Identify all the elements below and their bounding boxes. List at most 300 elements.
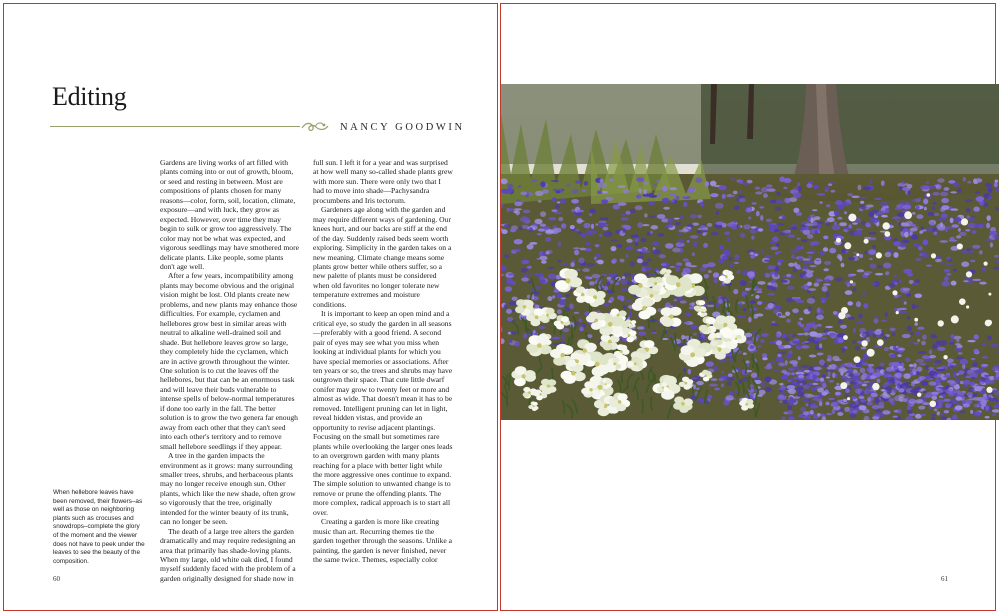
crocus-blossom [805, 225, 808, 231]
crocus-blossom [966, 208, 971, 212]
crocus-blossom [968, 398, 974, 400]
crocus-blossom [911, 234, 919, 240]
crocus-blossom [811, 405, 819, 408]
crocus-blossom [792, 227, 797, 230]
crocus-blossom [847, 193, 853, 196]
crocus-blossom [561, 223, 566, 228]
crocus-blossom [796, 212, 802, 216]
crocus-blossom [578, 258, 584, 264]
crocus-blossom [938, 217, 942, 220]
crocus-blossom [910, 398, 914, 402]
crocus-blossom [646, 272, 649, 276]
crocus-blossom [989, 398, 998, 401]
crocus-blossom [995, 207, 999, 211]
crocus-blossom [820, 297, 828, 300]
crocus-blossom [674, 218, 680, 220]
crocus-blossom [920, 414, 926, 416]
crocus-blossom [896, 220, 899, 222]
crocus-blossom [915, 258, 922, 261]
crocus-blossom [910, 332, 913, 334]
crocus-blossom [799, 258, 803, 261]
crocus-blossom [825, 402, 829, 406]
crocus-blossom [876, 379, 880, 384]
crocus-blossom [832, 409, 836, 414]
crocus-blossom [943, 393, 946, 398]
crocus-blossom [522, 225, 529, 229]
crocus-blossom [743, 182, 749, 185]
crocus-blossom [849, 382, 858, 385]
crocus-blossom [884, 386, 892, 391]
crocus-blossom [901, 182, 905, 185]
crocus-blossom [799, 318, 803, 321]
crocus-blossom [870, 218, 879, 223]
crocus-blossom [864, 237, 871, 239]
crocus-blossom [801, 345, 809, 349]
crocus-blossom [672, 248, 680, 253]
crocus-blossom [553, 343, 559, 346]
crocus-blossom [853, 230, 862, 235]
crocus-blossom [826, 204, 830, 207]
crocus-blossom [716, 211, 719, 215]
crocus-blossom [783, 187, 787, 189]
crocus-blossom [750, 256, 755, 259]
crocus-blossom [527, 244, 534, 249]
crocus-blossom [860, 201, 864, 204]
crocus-blossom [921, 381, 929, 386]
crocus-blossom [515, 341, 520, 347]
crocus-blossom [577, 210, 584, 213]
crocus-blossom [923, 199, 928, 205]
crocus-blossom [573, 247, 580, 249]
crocus-blossom [847, 301, 853, 305]
crocus-blossom [680, 300, 687, 303]
crocus-blossom [743, 352, 747, 355]
crocus-blossom [761, 249, 764, 254]
crocus-blossom [604, 217, 609, 220]
crocus-blossom [831, 364, 837, 370]
crocus-blossom [765, 387, 772, 393]
crocus-blossom [642, 262, 649, 266]
crocus-blossom [974, 334, 979, 339]
leaf-stroke [728, 298, 729, 312]
snowdrop-blossom [904, 211, 912, 219]
crocus-blossom [936, 367, 944, 369]
crocus-blossom [846, 362, 854, 367]
page-number-right: 61 [941, 575, 948, 583]
crocus-blossom [801, 239, 807, 242]
crocus-blossom [622, 214, 626, 216]
crocus-blossom [665, 243, 674, 249]
crocus-blossom [845, 250, 848, 253]
crocus-blossom [635, 242, 639, 246]
crocus-blossom [514, 249, 520, 252]
crocus-blossom [603, 286, 608, 290]
crocus-blossom [909, 364, 914, 367]
crocus-blossom [902, 382, 911, 384]
crocus-blossom [985, 238, 993, 242]
crocus-blossom [616, 244, 622, 248]
crocus-blossom [571, 199, 579, 204]
crocus-blossom [737, 315, 746, 318]
crocus-blossom [748, 317, 751, 323]
crocus-blossom [940, 416, 947, 419]
crocus-blossom [960, 359, 968, 365]
crocus-blossom [949, 342, 954, 345]
crocus-blossom [933, 374, 937, 378]
crocus-blossom [786, 274, 791, 277]
crocus-blossom [776, 200, 784, 203]
snowdrop-blossom [988, 293, 991, 296]
crocus-blossom [508, 273, 516, 276]
crocus-blossom [696, 230, 701, 233]
crocus-blossom [755, 187, 760, 190]
crocus-blossom [963, 177, 966, 181]
crocus-blossom [507, 184, 513, 188]
crocus-blossom [808, 288, 816, 291]
snowdrop-blossom [957, 243, 963, 249]
crocus-blossom [648, 202, 655, 205]
garden-photo [501, 84, 999, 420]
crocus-blossom [621, 288, 629, 292]
crocus-blossom [835, 392, 841, 395]
crocus-blossom [807, 298, 815, 304]
crocus-blossom [881, 215, 888, 218]
crocus-blossom [852, 340, 855, 344]
crocus-blossom [538, 326, 546, 329]
paragraph: Gardeners age along with the garden and may require different ways of gardening. Our knees hurt, and our backs are stiff at the end of the day. Suddenly raised beds seem worth exploring. Simplicity in the garden takes on a new meaning. Climate change means some plants grow better while others suffer, so a new palette of plants must be considered when old favorites no longer tolerate new temperature extremes and moisture conditions. [313, 205, 452, 309]
crocus-blossom [922, 355, 930, 359]
crocus-blossom [546, 267, 555, 269]
crocus-blossom [733, 191, 738, 195]
crocus-blossom [940, 413, 943, 416]
crocus-blossom [848, 257, 855, 261]
crocus-blossom [848, 369, 853, 371]
crocus-blossom [650, 231, 653, 234]
crocus-blossom [581, 235, 585, 238]
crocus-blossom [746, 208, 752, 213]
crocus-blossom [892, 387, 897, 393]
crocus-blossom [575, 180, 581, 184]
crocus-blossom [620, 296, 625, 300]
crocus-blossom [629, 312, 632, 318]
crocus-blossom [919, 363, 927, 365]
crocus-blossom [622, 276, 625, 279]
crocus-blossom [721, 371, 724, 373]
snowdrop-blossom [896, 311, 899, 314]
crocus-blossom [899, 244, 906, 247]
crocus-blossom [849, 402, 856, 408]
crocus-blossom [863, 303, 868, 309]
crocus-blossom [917, 366, 923, 371]
crocus-blossom [903, 205, 911, 210]
crocus-blossom [800, 365, 808, 368]
crocus-blossom [972, 245, 980, 249]
crocus-blossom [624, 273, 631, 277]
crocus-blossom [862, 332, 870, 338]
crocus-blossom [841, 202, 850, 206]
crocus-blossom [764, 260, 770, 262]
crocus-blossom [956, 345, 962, 349]
snowdrop-blossom [931, 253, 936, 258]
crocus-blossom [916, 214, 923, 219]
crocus-blossom [551, 209, 557, 212]
crocus-blossom [994, 183, 998, 188]
crocus-blossom [890, 328, 896, 332]
crocus-blossom [950, 208, 958, 210]
crocus-blossom [907, 405, 911, 410]
crocus-blossom [942, 390, 949, 392]
crocus-blossom [502, 229, 508, 234]
crocus-blossom [754, 254, 757, 257]
crocus-blossom [808, 181, 814, 183]
crocus-blossom [824, 261, 831, 265]
crocus-blossom [991, 380, 995, 385]
crocus-blossom [913, 363, 916, 368]
crocus-blossom [649, 215, 657, 217]
crocus-blossom [662, 186, 668, 192]
crocus-blossom [928, 367, 934, 370]
crocus-blossom [866, 402, 873, 406]
crocus-blossom [843, 229, 849, 232]
crocus-blossom [883, 335, 887, 339]
crocus-blossom [650, 330, 656, 332]
crocus-blossom [621, 217, 629, 221]
crocus-blossom [552, 295, 555, 298]
snowdrop-blossom [966, 305, 969, 308]
snowdrop-blossom [961, 218, 968, 225]
crocus-blossom [922, 334, 927, 340]
crocus-blossom [657, 180, 660, 183]
crocus-blossom [787, 286, 794, 290]
crocus-blossom [899, 186, 902, 191]
crocus-blossom [545, 229, 554, 234]
crocus-blossom [714, 366, 719, 372]
crocus-blossom [684, 322, 690, 325]
crocus-blossom [644, 213, 647, 217]
crocus-blossom [844, 407, 850, 412]
garden-photo-illustration [501, 84, 999, 420]
crocus-blossom [785, 337, 790, 341]
crocus-blossom [546, 252, 550, 255]
crocus-blossom [907, 326, 912, 332]
crocus-blossom [728, 195, 735, 197]
crocus-blossom [881, 320, 887, 322]
crocus-blossom [509, 340, 512, 343]
crocus-blossom [643, 189, 647, 195]
crocus-blossom [702, 264, 709, 268]
snowdrop-blossom [876, 252, 882, 258]
crocus-blossom [830, 333, 838, 338]
photo-caption: When hellebore leaves have been removed, their flowers–as well as those on neighboring plants such as crocuses and snowdrops–complete the glory of the moment and the viewer does not have to peek under the leaves to see the beauty of the composition. [53, 489, 145, 565]
crocus-blossom [625, 299, 632, 302]
crocus-blossom [680, 216, 684, 220]
crocus-blossom [507, 208, 514, 211]
crocus-blossom [815, 258, 821, 260]
crocus-blossom [555, 204, 561, 209]
crocus-blossom [831, 402, 837, 406]
crocus-blossom [623, 305, 627, 310]
crocus-blossom [520, 216, 529, 222]
crocus-blossom [683, 202, 687, 207]
crocus-blossom [677, 233, 684, 235]
crocus-blossom [743, 308, 747, 312]
crocus-blossom [926, 227, 933, 233]
crocus-blossom [894, 275, 898, 277]
crocus-blossom [982, 267, 986, 271]
crocus-blossom [538, 200, 542, 202]
crocus-blossom [784, 198, 789, 203]
crocus-blossom [823, 247, 828, 251]
crocus-blossom [903, 386, 907, 389]
crocus-blossom [766, 219, 772, 223]
crocus-blossom [577, 269, 581, 271]
crocus-blossom [548, 274, 557, 280]
crocus-blossom [922, 239, 928, 245]
crocus-blossom [759, 206, 764, 208]
crocus-blossom [610, 239, 618, 241]
crocus-blossom [887, 391, 893, 394]
crocus-blossom [926, 181, 930, 184]
crocus-blossom [837, 205, 844, 209]
crocus-blossom [820, 378, 824, 382]
snowdrop-blossom [883, 222, 890, 229]
crocus-blossom [662, 198, 670, 204]
crocus-blossom [637, 326, 645, 330]
crocus-blossom [848, 374, 854, 377]
snowdrop-blossom [847, 397, 850, 400]
crocus-blossom [883, 371, 891, 374]
crocus-blossom [797, 380, 800, 384]
crocus-blossom [822, 286, 828, 292]
crocus-blossom [504, 304, 508, 308]
crocus-blossom [696, 381, 704, 385]
crocus-blossom [895, 207, 903, 210]
crocus-blossom [834, 210, 839, 215]
crocus-blossom [515, 210, 520, 215]
crocus-blossom [953, 401, 959, 404]
crocus-blossom [623, 189, 630, 194]
flourish-ornament-icon [300, 119, 330, 135]
crocus-blossom [872, 416, 879, 419]
crocus-blossom [644, 266, 651, 270]
crocus-blossom [975, 191, 981, 193]
crocus-blossom [638, 249, 642, 252]
crocus-blossom [840, 325, 847, 329]
crocus-blossom [907, 385, 913, 388]
crocus-blossom [560, 263, 569, 265]
crocus-blossom [649, 273, 657, 275]
crocus-blossom [706, 399, 709, 404]
crocus-blossom [512, 297, 518, 301]
crocus-blossom [574, 250, 579, 256]
crocus-blossom [892, 216, 901, 220]
paragraph: After a few years, incompatibility among plants may become obvious and the original vision might be lost. Old plants create new problems, and new plants may enhance those difficulties. For example, cyclamen and hellebores grow best in similar areas with neutral to alkaline well-drained soil and shade. But hellebore leaves grow so large, they completely hide the cyclamen, which are in active growth throughout the winter. One solution is to cut the leaves off the hellebores, but that can be an enormous task and will leave their buds vulnerable to intense spells of below-normal temperatures if done too early in the fall. The better solution is to grow the two genera far enough away from each other that they can't seed into each other's territory and to remove small hellebore seedlings if they appear. [160, 271, 298, 451]
crocus-blossom [864, 381, 869, 383]
crocus-blossom [557, 309, 562, 314]
crocus-blossom [637, 259, 643, 264]
crocus-blossom [924, 207, 927, 210]
crocus-blossom [812, 374, 817, 379]
crocus-blossom [852, 196, 860, 199]
crocus-blossom [934, 408, 937, 411]
crocus-blossom [565, 294, 570, 296]
author-name: NANCY GOODWIN [340, 122, 465, 133]
crocus-blossom [907, 410, 913, 414]
crocus-blossom [810, 410, 814, 415]
crocus-blossom [929, 355, 936, 359]
crocus-blossom [825, 279, 831, 282]
crocus-blossom [698, 215, 702, 219]
crocus-blossom [760, 339, 765, 343]
crocus-blossom [785, 312, 790, 317]
crocus-blossom [557, 201, 560, 203]
crocus-blossom [921, 341, 926, 346]
crocus-blossom [907, 273, 913, 277]
crocus-blossom [971, 358, 975, 360]
page-number-left: 60 [53, 575, 60, 583]
crocus-blossom [665, 302, 671, 308]
crocus-blossom [728, 373, 733, 377]
crocus-blossom [651, 225, 659, 229]
crocus-blossom [867, 367, 874, 373]
crocus-blossom [899, 308, 907, 310]
crocus-blossom [776, 340, 782, 345]
crocus-blossom [708, 270, 712, 273]
crocus-blossom [962, 364, 965, 369]
crocus-blossom [891, 362, 900, 366]
crocus-blossom [770, 227, 775, 233]
crocus-blossom [925, 365, 929, 369]
crocus-blossom [989, 231, 997, 236]
crocus-blossom [808, 366, 813, 371]
crocus-blossom [705, 181, 709, 187]
crocus-blossom [746, 340, 753, 344]
crocus-blossom [935, 259, 942, 262]
crocus-blossom [803, 327, 810, 332]
crocus-blossom [634, 237, 639, 242]
snowdrop-blossom [877, 339, 884, 346]
crocus-blossom [757, 281, 765, 285]
crocus-blossom [589, 213, 592, 216]
crocus-blossom [521, 268, 528, 273]
crocus-blossom [809, 265, 816, 267]
crocus-blossom [552, 337, 560, 340]
crocus-blossom [981, 343, 987, 345]
crocus-blossom [736, 225, 740, 228]
crocus-blossom [902, 239, 910, 243]
crocus-blossom [773, 201, 776, 203]
crocus-blossom [636, 194, 642, 198]
crocus-blossom [718, 185, 726, 190]
crocus-blossom [698, 337, 704, 341]
crocus-blossom [980, 400, 987, 406]
crocus-blossom [626, 239, 632, 243]
crocus-blossom [788, 263, 794, 267]
crocus-blossom [597, 260, 603, 265]
crocus-blossom [904, 232, 909, 238]
crocus-blossom [835, 200, 842, 205]
snowdrop-blossom [848, 214, 856, 222]
crocus-blossom [505, 286, 512, 292]
crocus-blossom [817, 279, 823, 281]
crocus-blossom [749, 252, 754, 256]
crocus-blossom [829, 248, 836, 254]
crocus-blossom [893, 345, 896, 350]
crocus-blossom [831, 190, 836, 193]
crocus-blossom [953, 372, 957, 378]
snowdrop-blossom [930, 401, 937, 408]
crocus-blossom [751, 236, 754, 240]
